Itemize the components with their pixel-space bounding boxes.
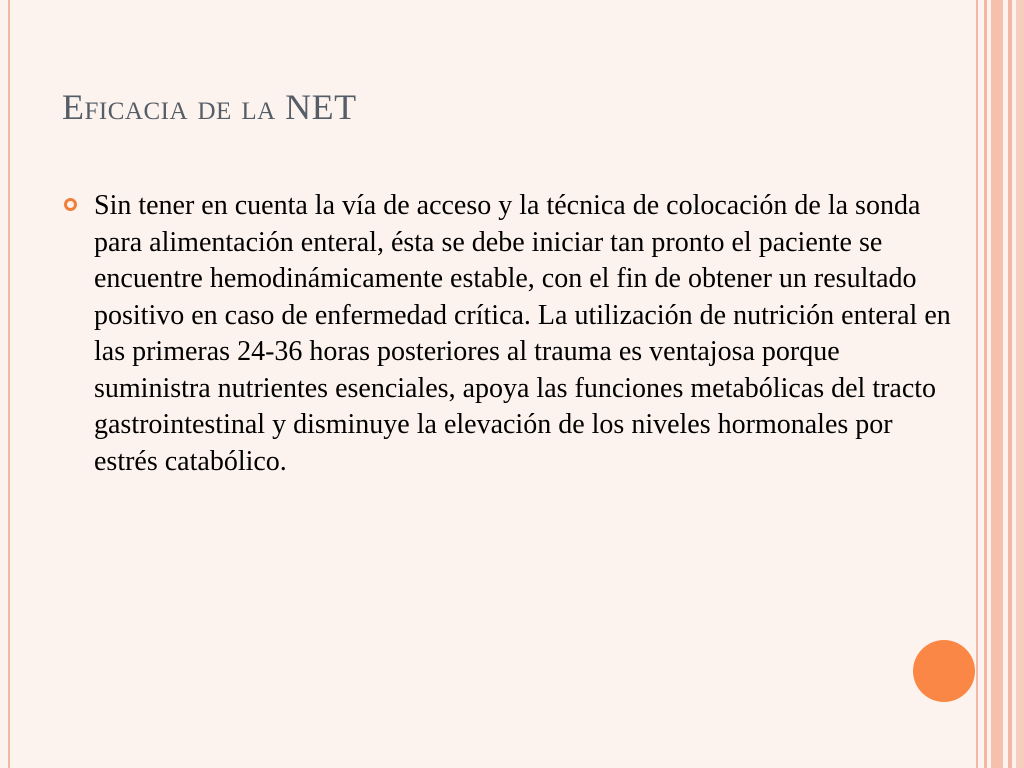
left-border-line	[8, 0, 10, 768]
orange-circle-decoration	[913, 640, 975, 702]
stripe	[991, 0, 1003, 768]
bullet-item	[62, 188, 952, 480]
slide-title: Eficacia de la NET	[62, 87, 357, 127]
bullet-text: Sin tener en cuenta la vía de acceso y la técnica de colocación de la sonda para alimentación enteral, ésta se debe iniciar tan pronto el paciente se encuentre hemodinámicamente estable, con el fin de obtener un resultado positivo en caso de enfermedad crítica. La utilización de nutrición enteral en las primeras 24-36 horas posteriores al trauma es ventajosa porque suministra nutrientes esenciales, apoya las funciones metabólicas del tracto gastrointestinal y disminuye la elevación de los niveles hormonales por estrés catabólico.	[94, 190, 951, 477]
stripe	[976, 0, 978, 768]
right-decorative-stripes	[976, 0, 1024, 768]
stripe	[1008, 0, 1012, 768]
stripe	[984, 0, 987, 768]
stripe	[1016, 0, 1024, 768]
ring-bullet-icon	[64, 198, 77, 211]
